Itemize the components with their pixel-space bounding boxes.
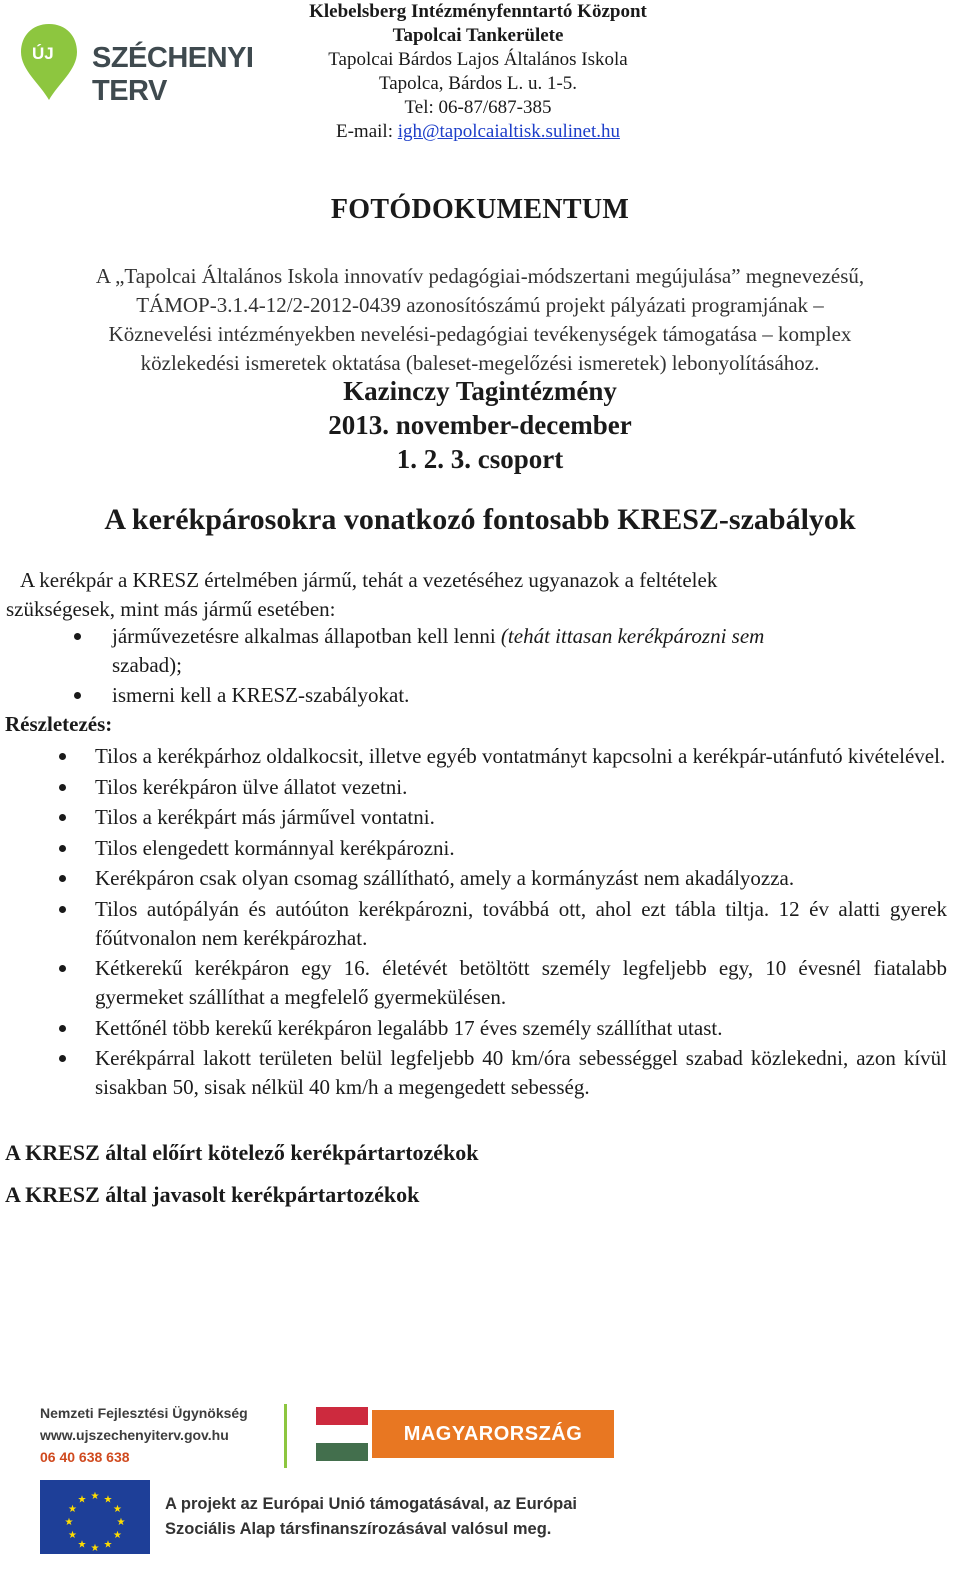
svg-text:★: ★	[68, 1504, 77, 1515]
org-line-5: Tel: 06-87/687-385	[404, 97, 552, 118]
svg-text:★: ★	[113, 1530, 122, 1541]
svg-text:★: ★	[77, 1539, 87, 1551]
email-label: E-mail:	[336, 121, 398, 142]
list-item: Tilos elengedett kormánnyal kerékpározni.	[55, 834, 947, 863]
agency-website: www.ujszechenyiterv.gov.hu	[40, 1427, 229, 1443]
agency-name: Nemzeti Fejlesztési Ügynökség	[40, 1405, 248, 1421]
bullet-icon	[59, 875, 66, 882]
bullet-icon	[74, 633, 81, 640]
logo-text: SZÉCHENYI TERV	[92, 42, 254, 107]
email-link[interactable]: igh@tapolcaialtisk.sulinet.hu	[397, 121, 620, 142]
bullet-icon	[59, 753, 66, 760]
list-item: Tilos kerékpáron ülve állatot vezetni.	[55, 773, 947, 802]
svg-text:★: ★	[103, 1494, 113, 1506]
bullet-icon	[59, 784, 66, 791]
intro-paragraph	[10, 262, 950, 378]
svg-text:★: ★	[116, 1517, 126, 1528]
details-list	[55, 742, 947, 1104]
mandatory-accessories-heading: A KRESZ által előírt kötelező kerékpártartozékok	[5, 1140, 479, 1165]
intro-rule-paragraph	[6, 566, 906, 624]
divider	[284, 1404, 287, 1468]
main-title: A kerékpárosokra vonatkozó fontosabb KRESZ-szabályok	[104, 503, 856, 536]
list-item: ismerni kell a KRESZ-szabályokat.	[70, 681, 910, 710]
groups: 1. 2. 3. csoport	[396, 444, 564, 474]
eu-line-2: Szociális Alap társfinanszírozásával valósul meg.	[165, 1520, 552, 1538]
eu-flag-icon	[40, 1480, 150, 1554]
period: 2013. november-december	[328, 410, 632, 440]
list-item: Tilos a kerékpárhoz oldalkocsit, illetve egyéb vontatmányt kapcsolni a kerékpár-utánfutó kivételével.	[55, 742, 947, 771]
bullet-icon	[59, 845, 66, 852]
intro-line-3: Köznevelési intézményekben nevelési-pedagógiai tevékenységek támogatása – komplex	[108, 322, 852, 346]
recommended-accessories-heading: A KRESZ által javasolt kerékpártartozékok	[5, 1182, 420, 1207]
institution-name: Kazinczy Tagintézmény	[343, 376, 617, 406]
para-line-1: A kerékpár a KRESZ értelmében jármű, tehát a vezetéséhez ugyanazok a feltételek	[20, 568, 718, 592]
org-email-line	[283, 120, 673, 144]
list-item: Kétkerekű kerékpáron egy 16. életévét betöltött személy legfeljebb egy, 10 évesnél fiatalabb gyermeket szállíthat a megfelelő gyermekülésen.	[55, 954, 947, 1012]
bullet-icon	[59, 814, 66, 821]
org-line-3: Tapolcai Bárdos Lajos Általános Iskola	[328, 49, 628, 70]
para-line-2: szükségesek, mint más jármű esetében:	[6, 597, 336, 621]
details-label: Részletezés:	[5, 712, 113, 736]
svg-text:★: ★	[103, 1539, 113, 1551]
list-item: Kettőnél több kerekű kerékpáron legalább 17 éves személy szállíthat utast.	[55, 1014, 947, 1043]
eu-funding-text	[165, 1492, 577, 1542]
hungarian-flag-icon	[316, 1407, 368, 1461]
svg-text:★: ★	[113, 1504, 122, 1515]
intro-line-1: A „Tapolcai Általános Iskola innovatív pedagógiai-módszertani megújulása” megnevezésű,	[95, 264, 865, 288]
list-item: Kerékpárral lakott területen belül legfeljebb 40 km/óra sebességgel szabad közlekedni, azon kívül sisakban 50, sisak nélkül 40 km/h a megengedett sebesség.	[55, 1044, 947, 1102]
svg-text:★: ★	[90, 1491, 100, 1502]
intro-line-4: közlekedési ismeretek oktatása (baleset-megelőzési ismeretek) lebonyolításához.	[140, 351, 820, 375]
organization-header	[283, 0, 673, 144]
svg-text:★: ★	[90, 1543, 100, 1554]
agency-phone: 06 40 638 638	[40, 1449, 130, 1465]
svg-text:★: ★	[64, 1517, 74, 1528]
document-title: FOTÓDOKUMENTUM	[330, 194, 630, 225]
list-item: járművezetésre alkalmas állapotban kell lenni (tehát ittasan kerékpározni sem szabad);	[70, 622, 910, 680]
bullet-icon	[59, 906, 66, 913]
org-line-2: Tapolcai Tankerülete	[392, 25, 564, 46]
szechenyi-terv-logo	[18, 22, 273, 112]
list-item: Tilos a kerékpárt más járművel vontatni.	[55, 803, 947, 832]
bullet-icon	[59, 1055, 66, 1062]
bullet-icon	[74, 692, 81, 699]
bullet-icon	[59, 965, 66, 972]
list-item: Kerékpáron csak olyan csomag szállítható, amely a kormányzást nem akadályozza.	[55, 864, 947, 893]
org-line-4: Tapolca, Bárdos L. u. 1-5.	[378, 73, 578, 94]
requirements-list	[70, 622, 910, 711]
org-line-1: Klebelsberg Intézményfenntartó Központ	[309, 1, 647, 22]
list-item: Tilos autópályán és autóúton kerékpározni, továbbá ott, ahol ezt tábla tiltja. 12 év alatti gyerek főútvonalon nem kerékpározhat.	[55, 895, 947, 953]
svg-text:★: ★	[68, 1530, 77, 1541]
logo-uj-text: ÚJ	[32, 44, 54, 63]
slogan-banner: MAGYARORSZÁG MEGÚJUL	[372, 1410, 614, 1458]
agency-block	[40, 1402, 248, 1468]
svg-text:★: ★	[77, 1494, 87, 1506]
eu-line-1: A projekt az Európai Unió támogatásával, az Európai	[165, 1495, 577, 1513]
bullet-icon	[59, 1025, 66, 1032]
intro-line-2: TÁMOP-3.1.4-12/2-2012-0439 azonosítószámú projekt pályázati programjának –	[136, 293, 824, 317]
